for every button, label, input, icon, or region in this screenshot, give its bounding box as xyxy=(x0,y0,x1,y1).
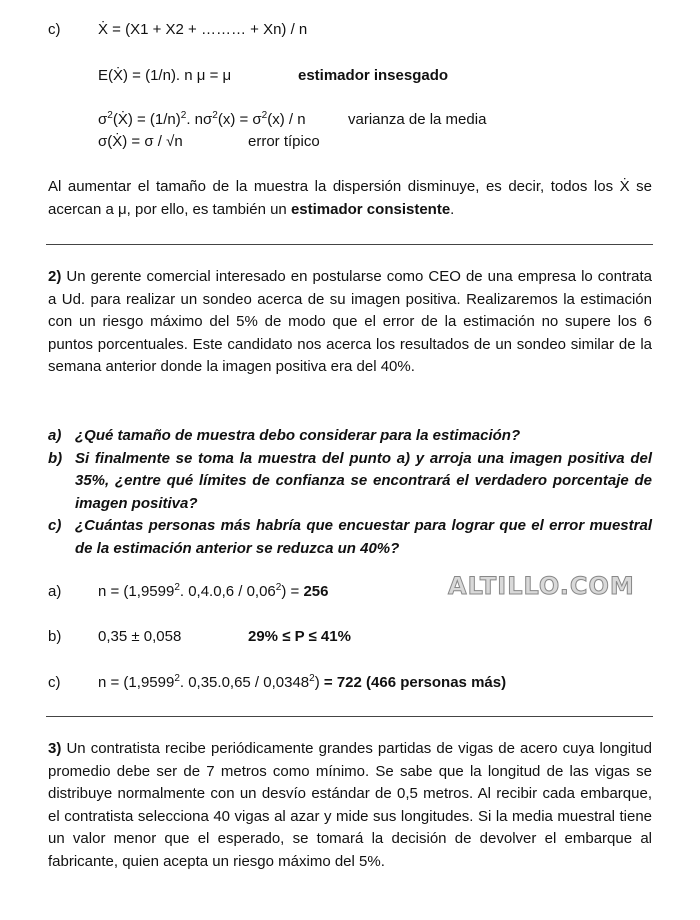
consistency-paragraph: Al aumentar el tamaño de la muestra la dispersión disminuye, es decir, todos los Ẋ se acercan a μ, por ello, es también un estimador consistente. xyxy=(48,178,652,218)
answer-a-formula: $n = (1,9599^2$. $0,4.0,6 / 0,06^2) = 256$ xyxy=(98,582,329,600)
expectation-formula: E(Ẋ) = (1/n). n μ = μ xyxy=(98,67,232,84)
question-a: a) ¿Qué tamaño de muestra debo considerar para la estimación? xyxy=(48,427,521,444)
document-page: c) Ẋ = (X1 + X2 + ……… + Xn) / n E(Ẋ) = (1/n). n μ = μ estimador insesgado $\sigma^2(Ẋ) = (1/n)^2$. $n\sigma^2(x) = \sigma^2(x) / n$ varianza de la media σ(Ẋ) = σ / √n error típico Al aumentar el tamaño de la muestra la dispersión disminuye, es decir, todos los Ẋ se acercan a μ, por ello, es también un estimador consistente. 2) Un gerente comercial interesado en postularse como CEO de una empresa lo contrata a Ud. para realizar un sondeo acerca de su imagen positiva. Realizaremos la estimación con un riesgo máximo del 5% de modo que el error de la estimación no supere los 6 puntos porcentuales. Este candidato nos acerca los resultados de un sondeo similar de la semana anterior donde la imagen positiva era del 40%. a) ¿Qué tamaño de muestra debo considerar para la estimación? b) Si finalmente se toma la muestra del punto a) y arroja una imagen positiva del 35%, ¿entre qué límites de confianza se encontrará el verdadero porcentaje de imagen positiva? c) ¿Cuántas personas más habría que encuestar para lograr que el error muestral de la estimación anterior se reduzca un 40%? a) $n = (1,9599^2$. $0,4.0,6 / 0,06^2) = 256$ ALTILLO.COM b) 0,35 ± 0,058 29% ≤ P ≤ 41% c) $n = (1,9599^2$. $0,35.0,65 / 0,0348^2) = 722$ (466 personas más) 3) Un contratista recibe periódicamente grandes partidas de vigas de acero cuya longitud promedio debe ser de 7 metros como mínimo. Se sabe que la longitud de las vigas se distribuye normalmente con un desvío estándar de 0,5 metros. Al recibir cada embarque, el contratista selecciona 40 vigas al azar y mide sus longitudes. Si la media muestral tiene un valor menor que el esperado, se tomará la decisión de devolver el embarque al fabricante, quien acepta un riesgo máximo del 5%. xyxy=(0,0,700,920)
item-label-c: c) xyxy=(48,21,61,38)
question-c: c) ¿Cuántas personas más habría que encuestar para lograr que el error muestral de la estimación anterior se reduzca un 40%? xyxy=(48,517,652,557)
problem-2-statement: 2) Un gerente comercial interesado en postularse como CEO de una empresa lo contrata a Ud. para realizar un sondeo acerca de su imagen positiva. Realizaremos la estimación con un riesgo máximo del 5% de modo que el error de la estimación no supere los 6 puntos porcentuales. Este candidato nos acerca los resultados de un sondeo similar de la semana anterior donde la imagen positiva era del 40%. xyxy=(48,268,652,375)
section-divider-1 xyxy=(46,244,653,245)
std-error-formula: σ(Ẋ) = σ / √n xyxy=(98,133,183,150)
answer-c-formula: $n = (1,9599^2$. $0,35.0,65 / 0,0348^2) = 722$ (466 personas más) xyxy=(98,673,507,691)
unbiased-estimator-label: estimador insesgado xyxy=(298,67,449,84)
altillo-watermark: ALTILLO.COM xyxy=(448,572,635,600)
sample-mean-formula: Ẋ = (X1 + X2 + ……… + Xn) / n xyxy=(98,21,308,38)
problem-3-statement: 3) Un contratista recibe periódicamente grandes partidas de vigas de acero cuya longitud promedio debe ser de 7 metros como mínimo. Se sabe que la longitud de las vigas se distribuye normalmente con un desvío estándar de 0,5 metros. Al recibir cada embarque, el contratista selecciona 40 vigas al azar y mide sus longitudes. Si la media muestral tiene un valor menor que el esperado, se tomará la decisión de devolver el embarque al fabricante, quien acepta un riesgo máximo del 5%. xyxy=(48,740,652,870)
answer-b-interval: 0,35 ± 0,058 xyxy=(98,628,182,645)
section-divider-2 xyxy=(46,716,653,717)
problem-2-questions xyxy=(48,425,652,560)
variance-formula: $\sigma^2(Ẋ) = (1/n)^2$. $n\sigma^2(x) = \sigma^2(x) / n$ xyxy=(98,110,306,128)
std-error-note: error típico xyxy=(248,133,320,150)
variance-note: varianza de la media xyxy=(348,111,487,128)
question-b: b) Si finalmente se toma la muestra del punto a) y arroja una imagen positiva del 35%, ¿entre qué límites de confianza se encontrará el verdadero porcentaje de imagen positiva? xyxy=(48,449,652,512)
answer-b-result: 29% ≤ P ≤ 41% xyxy=(248,628,351,645)
